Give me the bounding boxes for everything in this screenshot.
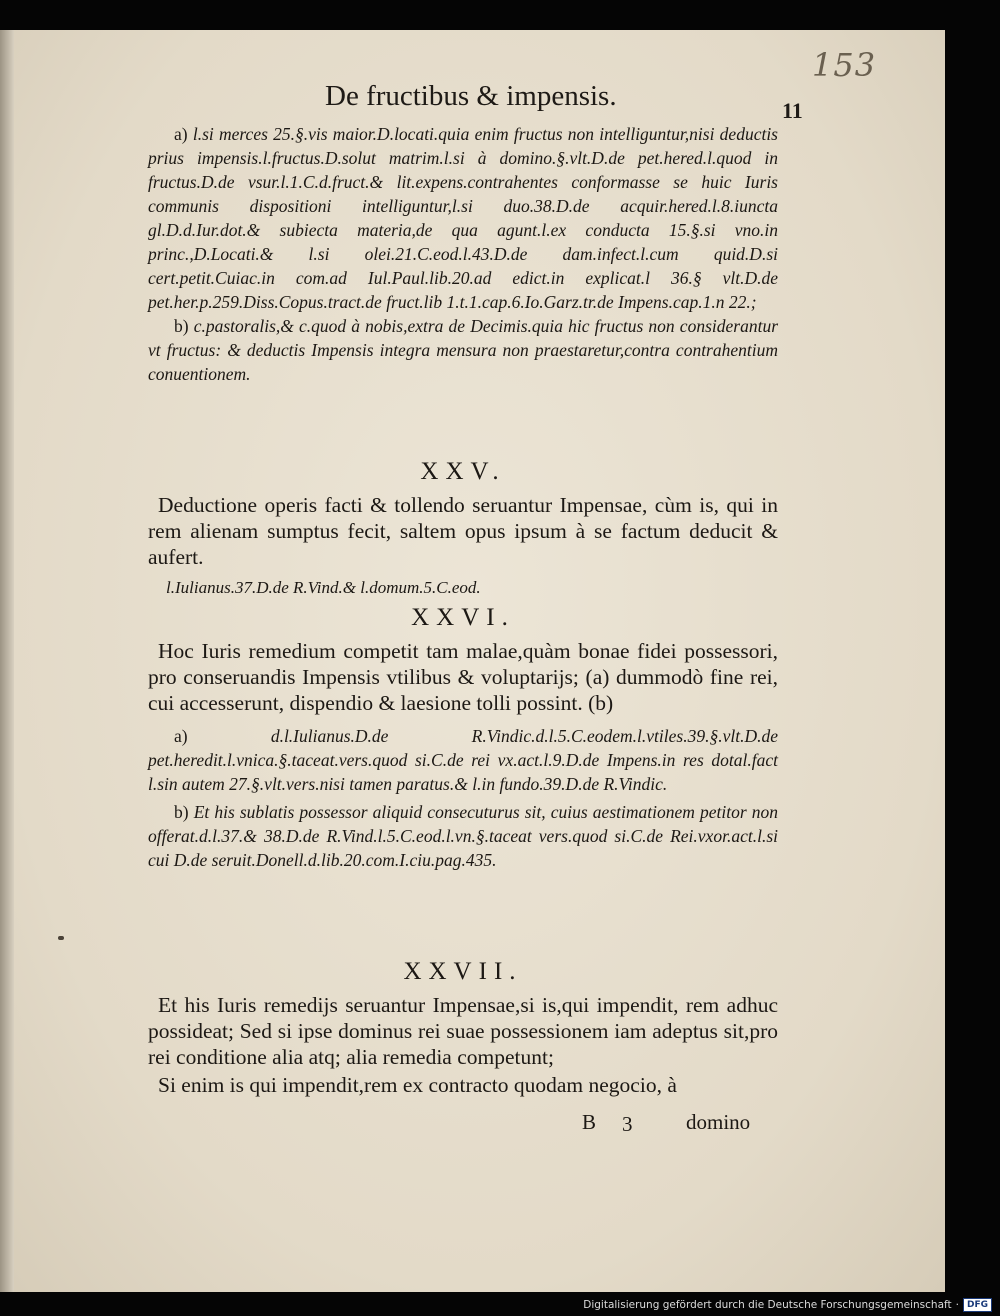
section-xxvii [148, 958, 778, 1098]
running-head: De fructibus & impensis. [325, 80, 617, 112]
handwritten-folio-number: 153 [812, 46, 877, 84]
signature-mark: B [582, 1110, 597, 1134]
signature-number: 3 [622, 1112, 633, 1136]
footnote-text: c.pastoralis,& c.quod à nobis,extra de Decimis.quia hic fructus non considerantur vt fructus: & deductis Impensis integra mensura non praestaretur,contra contrahentium conuentionem. [148, 316, 779, 384]
dfg-logo-icon: DFG [963, 1298, 992, 1312]
footnote-marker: a) [174, 124, 188, 144]
footnote-marker: b) [174, 316, 189, 336]
section-heading: XXVI. [411, 604, 515, 631]
section-heading: XXV. [420, 458, 506, 485]
section-citation: l.Iulianus.37.D.de R.Vind.& l.domum.5.C.eod. [166, 578, 481, 597]
footnote-a [148, 122, 778, 314]
section-body: Et his Iuris remedijs seruantur Impensae,si is,qui impendit, rem adhuc possideat; Sed si ipse dominus rei suae possessionem iam adeptus sit,pro rei conditione alia atq; alia remedia competunt; [148, 993, 778, 1069]
footnote-text: l.si merces 25.§.vis maior.D.locati.quia enim fructus non intelliguntur,nisi deductis prius impensis.l.fructus.D.solut matrim.l.si à domino.§.vlt.D.de pet.hered.l.quod in fructus.D.de vsur.l.1.C.d.fruct.& lit.expens.contrahentes conformasse se huic Iuris communis dispositioni intelliguntur,l.si duo.38.D.de acquir.hered.l.8.iuncta gl.D.d.Iur.dot.& subiecta materia,de qua agunt.l.ex conducta 15.§.si vno.in princ.,D.Locati.& l.si olei.21.C.eod.l.43.D.de dam.infect.l.cum quid.D.si cert.petit.Cuiac.in com.ad Iul.Paul.lib.20.ad edict.in explicat.l 36.§ vlt.D.de pet.her.p.259.Diss.Copus.tract.de fruct.lib 1.t.1.cap.6.Io.Garz.tr.de Impens.cap.1.n 22.; [148, 124, 778, 312]
digitization-footer: Digitalisierung gefördert durch die Deutsche Forschungsgemeinschaft · DFG [583, 1298, 992, 1312]
footnote-b [148, 800, 778, 872]
footnote-marker: b) [174, 802, 189, 822]
footnote-text: d.l.Iulianus.D.de R.Vindic.d.l.5.C.eodem.l.vtiles.39.§.vlt.D.de pet.heredit.l.vnica.§.taceat.vers.quod si.C.de rei vx.act.l.9.D.de Impens.in res dotal.fact l.sin autem 27.§.vlt.vers.nisi tamen paratus.& l.in fundo.39.D.de R.Vindic. [148, 726, 778, 794]
catchword: domino [686, 1110, 751, 1134]
printed-folio-number: 11 [782, 98, 803, 123]
footer-text: Digitalisierung gefördert durch die Deutsche Forschungsgemeinschaft [583, 1299, 952, 1311]
section-body: Deductione operis facti & tollendo seruantur Impensae, cùm is, qui in rem alienam sumptus fecit, saltem opus ipsum à se factum deducit & aufert. [148, 493, 778, 569]
footnote-b [148, 314, 778, 386]
margin-mark [58, 936, 64, 940]
section-xxvi [148, 604, 778, 872]
footnote-text: Et his sublatis possessor aliquid consecuturus sit, cuius aestimationem petitor non offerat.d.l.37.& 38.D.de R.Vind.l.5.C.eod.l.vn.§.taceat vers.quod si.C.de Rei.vxor.act.l.si cui D.de seruit.Donell.d.lib.20.com.I.ciu.pag.435. [148, 802, 779, 870]
footnotes-top [148, 122, 778, 386]
page-gutter-shadow [0, 30, 14, 1292]
section-body-continued: Si enim is qui impendit,rem ex contracto quodam negocio, à [158, 1073, 677, 1097]
section-xxv [148, 458, 778, 598]
footnote-a [148, 724, 778, 796]
footnote-marker: a) [174, 726, 188, 746]
section-body: Hoc Iuris remedium competit tam malae,quàm bonae fidei possessori, pro conseruandis Impensis vtilibus & voluptarijs; (a) dummodò fine rei, cui accesserunt, dispendio & laesione tolli possint. (b) [148, 639, 778, 715]
section-heading: XXVII. [403, 958, 523, 985]
